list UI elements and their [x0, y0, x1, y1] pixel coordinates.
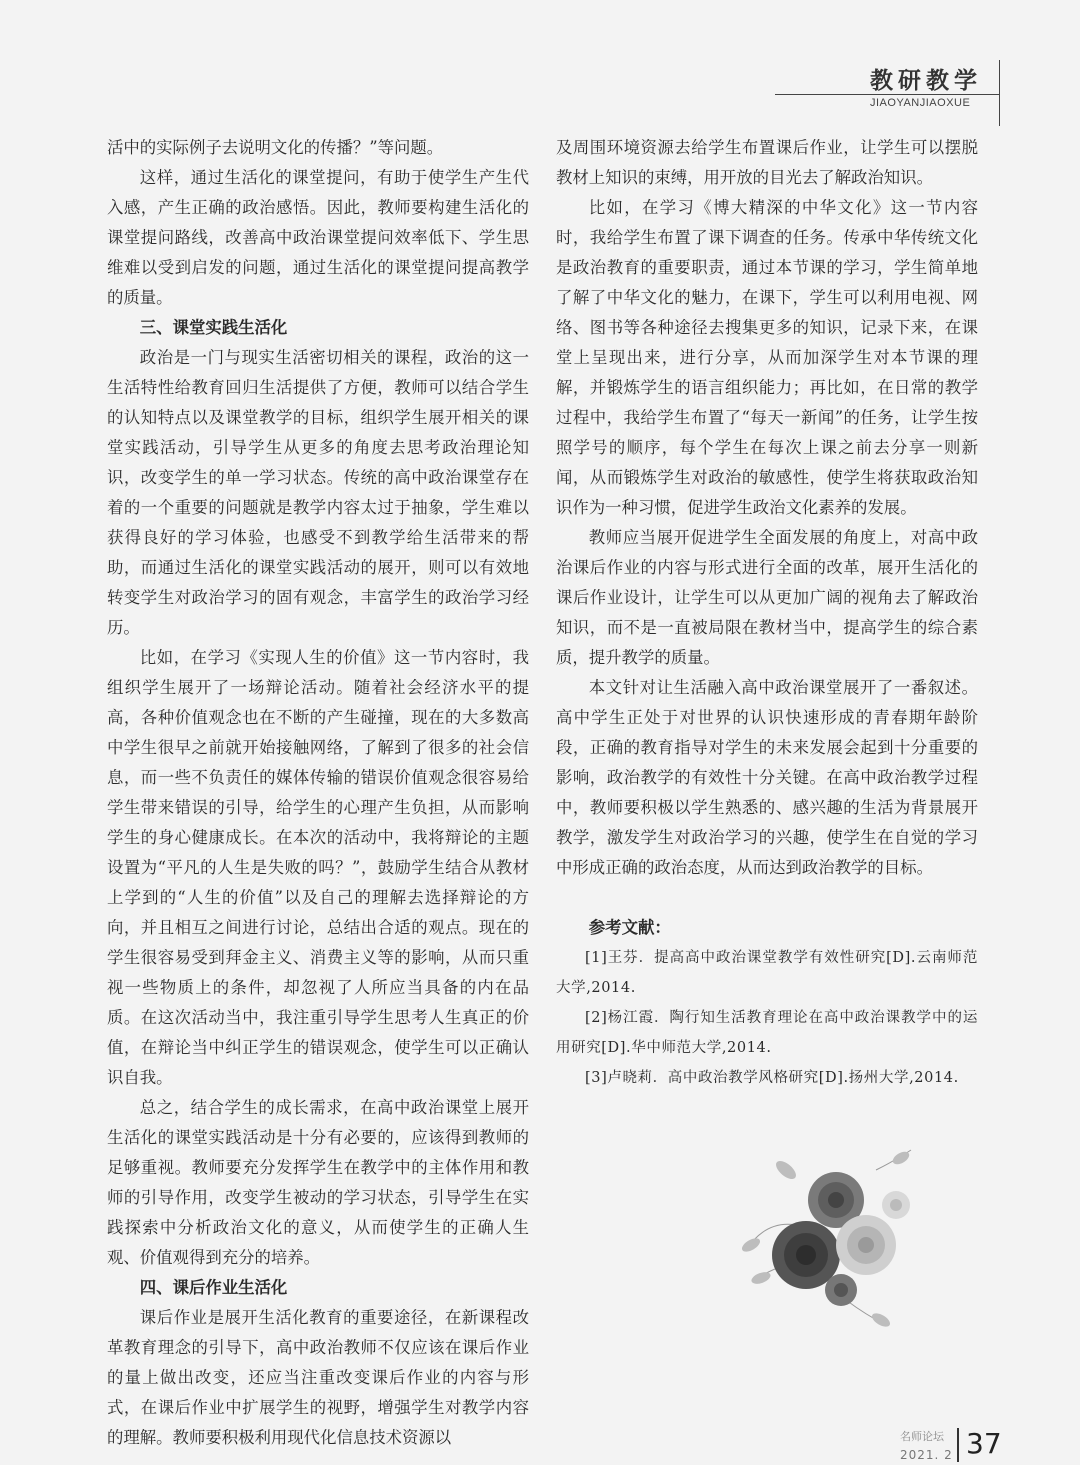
header-vertical-rule	[999, 60, 1000, 126]
section-subtitle: JIAOYANJIAOXUE	[870, 97, 971, 109]
section-heading: 三、课堂实践生活化	[139, 318, 288, 337]
reference-item: [1]王芬．提高高中政治课堂教学有效性研究[D].云南师范大学,2014.	[556, 950, 978, 996]
page-number: 37	[966, 1427, 1002, 1460]
paragraph: 本文针对让生活融入高中政治课堂展开了一番叙述。高中学生正处于对世界的认识快速形成的青春期年龄阶段，正确的教育指导对学生的未来发展会起到十分重要的影响，政治教学的有效性十分关键。在高中政治教学过程中，教师要积极以学生熟悉的、感兴趣的生活为背景展开教学，激发学生对政治学习的兴趣，使学生在自觉的学习中形成正确的政治态度，从而达到政治教学的目标。	[556, 678, 978, 877]
reference-item: [2]杨江霞．陶行知生活教育理论在高中政治课教学中的运用研究[D].华中师范大学,2014.	[556, 1010, 978, 1056]
paragraph: 政治是一门与现实生活密切相关的课程，政治的这一生活特性给教育回归生活提供了方便，教师可以结合学生的认知特点以及课堂教学的目标，组织学生展开相关的课堂实践活动，引导学生从更多的角度去思考政治理论知识，改变学生的单一学习状态。传统的高中政治课堂存在着的一个重要的问题就是教学内容太过于抽象，学生难以获得良好的学习体验，也感受不到教学给生活带来的帮助，而通过生活化的课堂实践活动的展开，则可以有效地转变学生对政治学习的固有观念，丰富学生的政治学习经历。	[107, 348, 529, 637]
paragraph: 这样，通过生活化的课堂提问，有助于使学生产生代入感，产生正确的政治感悟。因此，教师要构建生活化的课堂提问路线，改善高中政治课堂提问效率低下、学生思维难以受到启发的问题，通过生活化的课堂提问提高教学的质量。	[107, 168, 529, 307]
header-divider	[775, 94, 999, 95]
section-title: 教研教学	[870, 68, 982, 94]
issue-date: 2021. 2	[900, 1448, 953, 1462]
magazine-brand: 名师论坛	[900, 1430, 944, 1443]
right-column	[556, 133, 978, 1093]
paragraph: 课后作业是展开生活化教育的重要途径，在新课程改革教育理念的引导下，高中政治教师不仅应该在课后作业的量上做出改变，还应当注重改变课后作业的内容与形式，在课后作业中扩展学生的视野，增强学生对教学内容的理解。教师要积极利用现代化信息技术资源以	[107, 1308, 529, 1447]
paragraph: 总之，结合学生的成长需求，在高中政治课堂上展开生活化的课堂实践活动是十分有必要的，应该得到教师的足够重视。教师要充分发挥学生在教学中的主体作用和教师的引导作用，改变学生被动的学习状态，引导学生在实践探索中分析政治文化的意义，从而使学生的正确人生观、价值观得到充分的培养。	[107, 1098, 529, 1267]
section-heading: 四、课后作业生活化	[139, 1278, 288, 1297]
paragraph: 教师应当展开促进学生全面发展的角度上，对高中政治课后作业的内容与形式进行全面的改革，展开生活化的课后作业设计，让学生可以从更加广阔的视角去了解政治知识，而不是一直被局限在教材当中，提高学生的综合素质，提升教学的质量。	[556, 528, 978, 667]
paragraph: 及周围环境资源去给学生布置课后作业，让学生可以摆脱教材上知识的束缚，用开放的目光去了解政治知识。	[556, 138, 978, 187]
footer-divider	[957, 1428, 959, 1462]
paragraph: 比如，在学习《博大精深的中华文化》这一节内容时，我给学生布置了课下调查的任务。传承中华传统文化是政治教育的重要职责，通过本节课的学习，学生简单地了解了中华文化的魅力，在课下，学生可以利用电视、网络、图书等各种途径去搜集更多的知识，记录下来，在课堂上呈现出来，进行分享，从而加深学生对本节课的理解，并锻炼学生的语言组织能力；再比如，在日常的教学过程中，我给学生布置了“每天一新闻”的任务，让学生按照学号的顺序，每个学生在每次上课之前去分享一则新闻，从而锻炼学生对政治的敏感性，使学生将获取政治知识作为一种习惯，促进学生政治文化素养的发展。	[556, 198, 978, 517]
rose-bouquet-decoration	[726, 1130, 926, 1330]
paragraph: 活中的实际例子去说明文化的传播？”等问题。	[107, 138, 444, 157]
references	[556, 913, 978, 1093]
left-column	[107, 133, 529, 1453]
references-heading: 参考文献：	[588, 918, 671, 937]
reference-item: [3]卢晓莉．高中政治教学风格研究[D].扬州大学,2014.	[585, 1070, 959, 1086]
paragraph: 比如，在学习《实现人生的价值》这一节内容时，我组织学生展开了一场辩论活动。随着社会经济水平的提高，各种价值观念也在不断的产生碰撞，现在的大多数高中学生很早之前就开始接触网络，了解到了很多的社会信息，而一些不负责任的媒体传输的错误价值观念很容易给学生带来错误的引导，给学生的心理产生负担，从而影响学生的身心健康成长。在本次的活动中，我将辩论的主题设置为“平凡的人生是失败的吗？”，鼓励学生结合从教材上学到的“人生的价值”以及自己的理解去选择辩论的方向，并且相互之间进行讨论，总结出合适的观点。现在的学生很容易受到拜金主义、消费主义等的影响，从而只重视一些物质上的条件，却忽视了人所应当具备的内在品质。在这次活动当中，我注重引导学生思考人生真正的价值，在辩论当中纠正学生的错误观念，使学生可以正确认识自我。	[107, 648, 529, 1087]
